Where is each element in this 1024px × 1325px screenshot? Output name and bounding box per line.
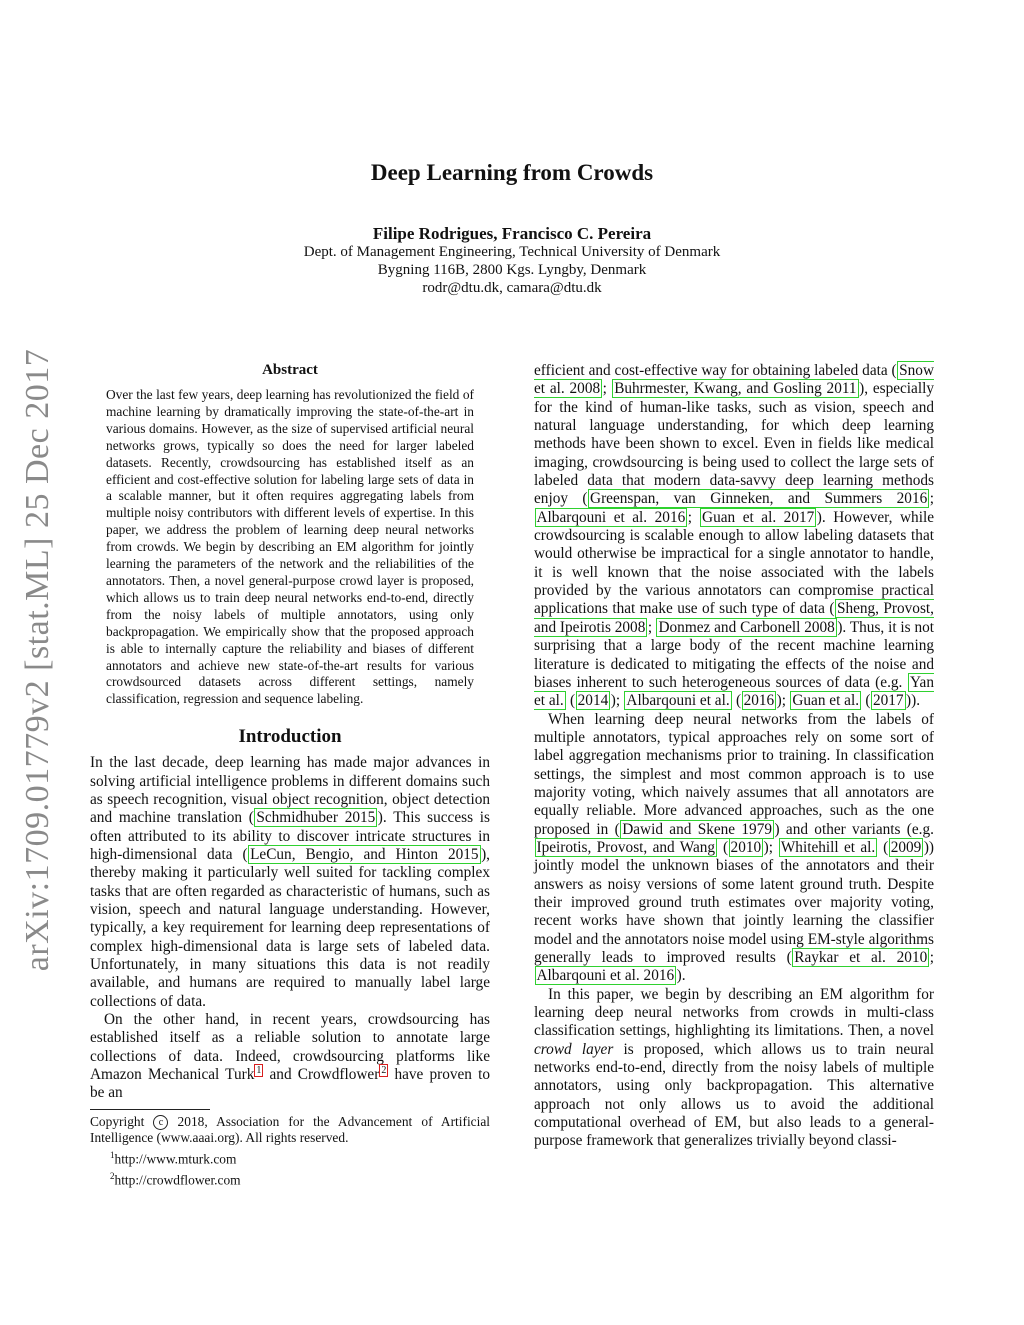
intro-paragraph-1: In the last decade, deep learning has made major advances in solving artificial intelligence problems in different domains such as speech recognition, visual object recognition, object detection and machine translation ( Schmidhuber 2015 ). This success is often attributed to its ability to discover intricate structures in high-dimensional data ( LeCun, Bengio, and Hinton 2015 ), thereby making it particularly well suited for tackling complex tasks that are often regarded as characteristic of humans, such as vision, speech and natural language understanding. However, typically, a key requirement for learning deep representations of complex high-dimensional data is large sets of labeled data. Unfortunately, in many situations this data is not readily available, and humans are required to manually label large collections of data. — [90, 754, 490, 1010]
paper-title: Deep Learning from Crowds — [370, 160, 654, 185]
citation-link[interactable]: Albarqouni et al. 2016 — [536, 508, 686, 526]
citation-link[interactable]: Schmidhuber 2015 — [256, 809, 376, 827]
citation-link[interactable]: Albarqouni et al. 2016 — [536, 967, 675, 985]
citation-link[interactable]: 2016 — [743, 692, 775, 710]
citation-link[interactable]: 2010 — [730, 838, 762, 856]
affiliation-department: Dept. of Management Engineering, Technical University of Denmark — [303, 244, 721, 260]
citation-link[interactable]: Snow et al. 2008 — [534, 362, 934, 398]
citation-link[interactable]: 2009 — [890, 838, 922, 856]
citation-link[interactable]: Yan et al. — [534, 673, 934, 710]
citation-link[interactable]: Donmez and Carbonell 2008 — [658, 618, 835, 636]
citation-link[interactable]: Raykar et al. 2010 — [794, 949, 928, 966]
left-column — [90, 362, 490, 1189]
citation-link[interactable]: Guan et al. — [792, 692, 860, 710]
emphasis-crowd-layer: crowd layer — [534, 1040, 614, 1058]
citation-link[interactable]: 2014 — [577, 692, 609, 710]
footnote-divider — [90, 1109, 210, 1110]
affiliation-address: Bygning 116B, 2800 Kgs. Lyngby, Denmark — [377, 262, 647, 278]
citation-link[interactable]: 2017 — [872, 692, 904, 710]
intro-paragraph-2: On the other hand, in recent years, crowdsourcing has established itself as a reliable solution to annotate large collections of data. Indeed, crowdsourcing platforms like Amazon Mechanical Turk $^1$ and Crowdflower $^2$ have proven to be an — [90, 1011, 490, 1102]
footnote-1: $^1$http://www.mturk.com — [110, 1149, 237, 1167]
citation-link[interactable]: Albarqouni et al. — [626, 692, 730, 710]
affiliation-emails: rodr@dtu.dk, camara@dtu.dk — [422, 280, 602, 296]
copyright-notice: Copyright c 2018, Association for the Advancement of Artificial Intelligence (www.aaai.org). All rights reserved. — [90, 1113, 491, 1146]
right-paragraph-1: efficient and cost-effective way for obtaining labeled data ( Snow et al. 2008 ; Buhrmester, Kwang, and Gosling 2011 ), especially for the kind of human-like tasks, such as vision, speech and natural language understanding, for which deep learning methods have been shown to excel. Even in fields like medical imaging, crowdsourcing is being used to collect the large sets of labeled data that modern data-savvy deep learning methods enjoy ( Greenspan, van Ginneken, and Summers 2016 ; Albarqouni et al. 2016 ; Guan et al. 2017 ). However, while crowdsourcing is scalable enough to allow labeling datasets that would otherwise be impractical for a single annotator to handle, it is well known that the noise associated with the labels provided by the various annotators can compromise practical applications that make use of such type of data ( Sheng, Provost, and Ipeirotis 2008 ; Donmez and Carbonell 2008 ). Thus, it is not surprising that a large body of the recent machine learning literature is dedicated to mitigating the effects of the noise and biases inherent to such heterogeneous sources of data (e.g. Yan et al. ( 2014 ); Albarqouni et al. ( 2016 ); Guan et al. ( 2017 )). — [534, 362, 935, 710]
right-paragraph-2: When learning deep neural networks from the labels of multiple annotators, typical approaches rely on some sort of label aggregation mechanisms prior to training. In classification settings, the simplest and most common approach is to use majority voting, which naively assumes that all annotators are equally reliable. More advanced approaches, such as the one proposed in ( Dawid and Skene 1979 ) and other variants (e.g. Ipeirotis, Provost, and Wang ( 2010 ); Whitehill et al. ( 2009 )) jointly model the unknown biases of the annotators and their answers as noisy versions of some latent ground truth. Despite their improved ground truth estimates over majority voting, recent works have shown that jointly learning the classifier model and the annotators noise model using EM-style algorithms generally leads to improved results ( Raykar et al. 2010 ; Albarqouni et al. 2016 ). — [534, 710, 935, 985]
abstract-text: Over the last few years, deep learning has revolutionized the field of machine learning by dramatically improving the state-of-the-art in various domains. However, as the size of supervised artificial neural networks grows, typically so does the need for larger labeled datasets. Recently, crowdsourcing has established itself as an efficient and cost-effective solution for labeling large sets of data in a scalable manner, but it often requires aggregating labels from multiple noisy contributors with different levels of expertise. In this paper, we address the problem of learning deep neural networks from crowds. We begin by describing an EM algorithm for jointly learning the parameters of the network and the reliabilities of the annotators. Then, a novel general-purpose crowd layer is proposed, which allows us to train deep neural networks end-to-end, directly from the noisy labels of multiple annotators, using only backpropagation. We empirically show that the proposed approach is able to internally capture the reliability and biases of different annotators and achieve new state-of-the-art results for various crowdsourced datasets across different settings, namely classification, regression and sequence labeling. — [106, 387, 474, 707]
abstract-heading: Abstract — [262, 362, 318, 378]
footnote-link[interactable]: 1 — [256, 1064, 262, 1076]
right-column — [534, 362, 934, 1151]
citation-link[interactable]: Sheng, Provost, and Ipeirotis 2008 — [534, 600, 934, 636]
introduction-heading: Introduction — [238, 726, 342, 748]
citation-link[interactable]: Greenspan, van Ginneken, and Summers 2016 — [590, 490, 928, 508]
footnote-link[interactable]: 2 — [381, 1064, 387, 1076]
right-paragraph-3: In this paper, we begin by describing an EM algorithm for learning deep neural networks from crowds in multi-class classification settings, highlighting its limitations. Then, a novel crowd layer is proposed, which allows us to train neural networks end-to-end, directly from the noisy labels of multiple annotators, using only backpropagation. This alternative approach not only allows us to avoid the additional computational overhead of EM, but also leads to a general-purpose framework that generalizes trivially beyond classi- — [534, 985, 934, 1150]
arxiv-identifier: arXiv:1709.01779v2 [stat.ML] 25 Dec 2017 — [19, 348, 56, 972]
copyright-symbol-icon: c — [153, 1115, 168, 1130]
citation-link[interactable]: Buhrmester, Kwang, and Gosling 2011 — [614, 380, 857, 398]
citation-link[interactable]: Guan et al. 2017 — [702, 508, 815, 526]
citation-link[interactable]: Dawid and Skene 1979 — [622, 820, 772, 838]
paper-authors: Filipe Rodrigues, Francisco C. Pereira — [372, 224, 652, 243]
citation-link[interactable]: LeCun, Bengio, and Hinton 2015 — [250, 845, 479, 863]
citation-link[interactable]: Ipeirotis, Provost, and Wang — [536, 838, 716, 856]
citation-link[interactable]: Whitehill et al. — [780, 838, 876, 856]
footnote-2: $^2$http://crowdflower.com — [110, 1170, 241, 1188]
